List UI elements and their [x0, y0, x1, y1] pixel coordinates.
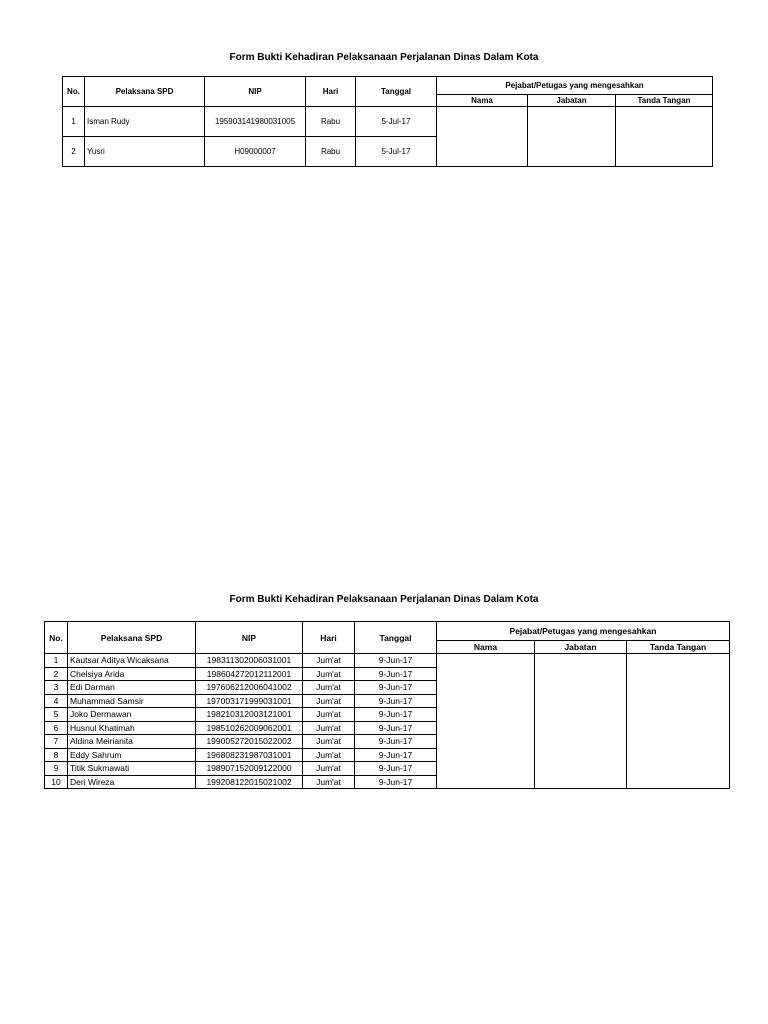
row-no: 7 — [45, 735, 68, 749]
row-tanggal: 9-Jun-17 — [355, 694, 437, 708]
row-pelaksana: Edi Darman — [68, 681, 196, 695]
row-tanggal: 9-Jun-17 — [355, 721, 437, 735]
header-pejabat: Pejabat/Petugas yang mengesahkan — [437, 622, 730, 641]
row-no: 1 — [63, 107, 85, 137]
row-nip: 198604272012112001 — [196, 667, 303, 681]
row-no: 2 — [63, 137, 85, 167]
row-pelaksana: Isman Rudy — [85, 107, 205, 137]
row-nip: 198210312003121001 — [196, 708, 303, 722]
header-jabatan: Jabatan — [535, 641, 627, 654]
row-pelaksana: Aldina Meirianita — [68, 735, 196, 749]
form2-table — [44, 621, 730, 789]
row-no: 6 — [45, 721, 68, 735]
table-row — [45, 654, 730, 668]
row-nip: 198311302006031001 — [196, 654, 303, 668]
row-no: 5 — [45, 708, 68, 722]
row-tanggal: 9-Jun-17 — [355, 654, 437, 668]
row-no: 4 — [45, 694, 68, 708]
header-tanda-tangan: Tanda Tangan — [616, 95, 713, 107]
row-pelaksana: Kautsar Aditya Wicaksana — [68, 654, 196, 668]
row-pelaksana: Yusri — [85, 137, 205, 167]
row-tanggal: 9-Jun-17 — [355, 762, 437, 776]
jabatan-cell[interactable] — [535, 654, 627, 789]
header-tanggal: Tanggal — [356, 77, 437, 107]
header-nama: Nama — [437, 641, 535, 654]
row-pelaksana: Husnul Khatimah — [68, 721, 196, 735]
header-no: No. — [45, 622, 68, 654]
row-hari: Jum'at — [303, 681, 355, 695]
header-pelaksana: Pelaksana SPD — [85, 77, 205, 107]
form1-title: Form Bukti Kehadiran Pelaksanaan Perjalanan Dinas Dalam Kota — [229, 52, 539, 63]
row-nip: 199208122015021002 — [196, 775, 303, 789]
header-nip: NIP — [205, 77, 306, 107]
row-nip: 196808231987031001 — [196, 748, 303, 762]
row-pelaksana: Titik Sukmawati — [68, 762, 196, 776]
row-hari: Jum'at — [303, 667, 355, 681]
row-hari: Jum'at — [303, 654, 355, 668]
row-pelaksana: Muhammad Samsir — [68, 694, 196, 708]
row-tanggal: 9-Jun-17 — [355, 708, 437, 722]
tanda-tangan-cell[interactable] — [616, 107, 713, 167]
row-tanggal: 5-Jul-17 — [356, 107, 437, 137]
jabatan-cell[interactable] — [528, 107, 616, 167]
row-nip: 195903141980031005 — [205, 107, 306, 137]
row-nip: 197003171999031001 — [196, 694, 303, 708]
row-tanggal: 9-Jun-17 — [355, 775, 437, 789]
row-hari: Jum'at — [303, 762, 355, 776]
row-hari: Rabu — [306, 137, 356, 167]
row-hari: Jum'at — [303, 748, 355, 762]
header-tanda-tangan: Tanda Tangan — [627, 641, 730, 654]
row-pelaksana: Eddy Sahrum — [68, 748, 196, 762]
row-tanggal: 9-Jun-17 — [355, 681, 437, 695]
row-nip: 197606212006041002 — [196, 681, 303, 695]
row-no: 10 — [45, 775, 68, 789]
row-no: 1 — [45, 654, 68, 668]
form1-table — [62, 76, 713, 167]
row-pelaksana: Chelsiya Arida — [68, 667, 196, 681]
row-pelaksana: Joko Dermawan — [68, 708, 196, 722]
nama-cell[interactable] — [437, 107, 528, 167]
header-pejabat: Pejabat/Petugas yang mengesahkan — [437, 77, 713, 95]
row-hari: Jum'at — [303, 721, 355, 735]
row-nip: 198907152009122000 — [196, 762, 303, 776]
header-nama: Nama — [437, 95, 528, 107]
row-no: 9 — [45, 762, 68, 776]
row-no: 2 — [45, 667, 68, 681]
form2-title: Form Bukti Kehadiran Pelaksanaan Perjalanan Dinas Dalam Kota — [229, 594, 539, 605]
table-row — [63, 107, 713, 137]
nama-cell[interactable] — [437, 654, 535, 789]
row-nip: 199005272015022002 — [196, 735, 303, 749]
row-hari: Jum'at — [303, 775, 355, 789]
row-hari: Jum'at — [303, 708, 355, 722]
header-nip: NIP — [196, 622, 303, 654]
header-tanggal: Tanggal — [355, 622, 437, 654]
row-hari: Rabu — [306, 107, 356, 137]
row-no: 3 — [45, 681, 68, 695]
header-pelaksana: Pelaksana SPD — [68, 622, 196, 654]
header-hari: Hari — [303, 622, 355, 654]
row-hari: Jum'at — [303, 735, 355, 749]
header-jabatan: Jabatan — [528, 95, 616, 107]
row-nip: H09000007 — [205, 137, 306, 167]
row-hari: Jum'at — [303, 694, 355, 708]
row-tanggal: 9-Jun-17 — [355, 667, 437, 681]
tanda-tangan-cell[interactable] — [627, 654, 730, 789]
header-no: No. — [63, 77, 85, 107]
row-tanggal: 9-Jun-17 — [355, 735, 437, 749]
row-no: 8 — [45, 748, 68, 762]
row-tanggal: 9-Jun-17 — [355, 748, 437, 762]
row-tanggal: 5-Jul-17 — [356, 137, 437, 167]
row-nip: 198510262009062001 — [196, 721, 303, 735]
header-hari: Hari — [306, 77, 356, 107]
row-pelaksana: Deri Wireza — [68, 775, 196, 789]
